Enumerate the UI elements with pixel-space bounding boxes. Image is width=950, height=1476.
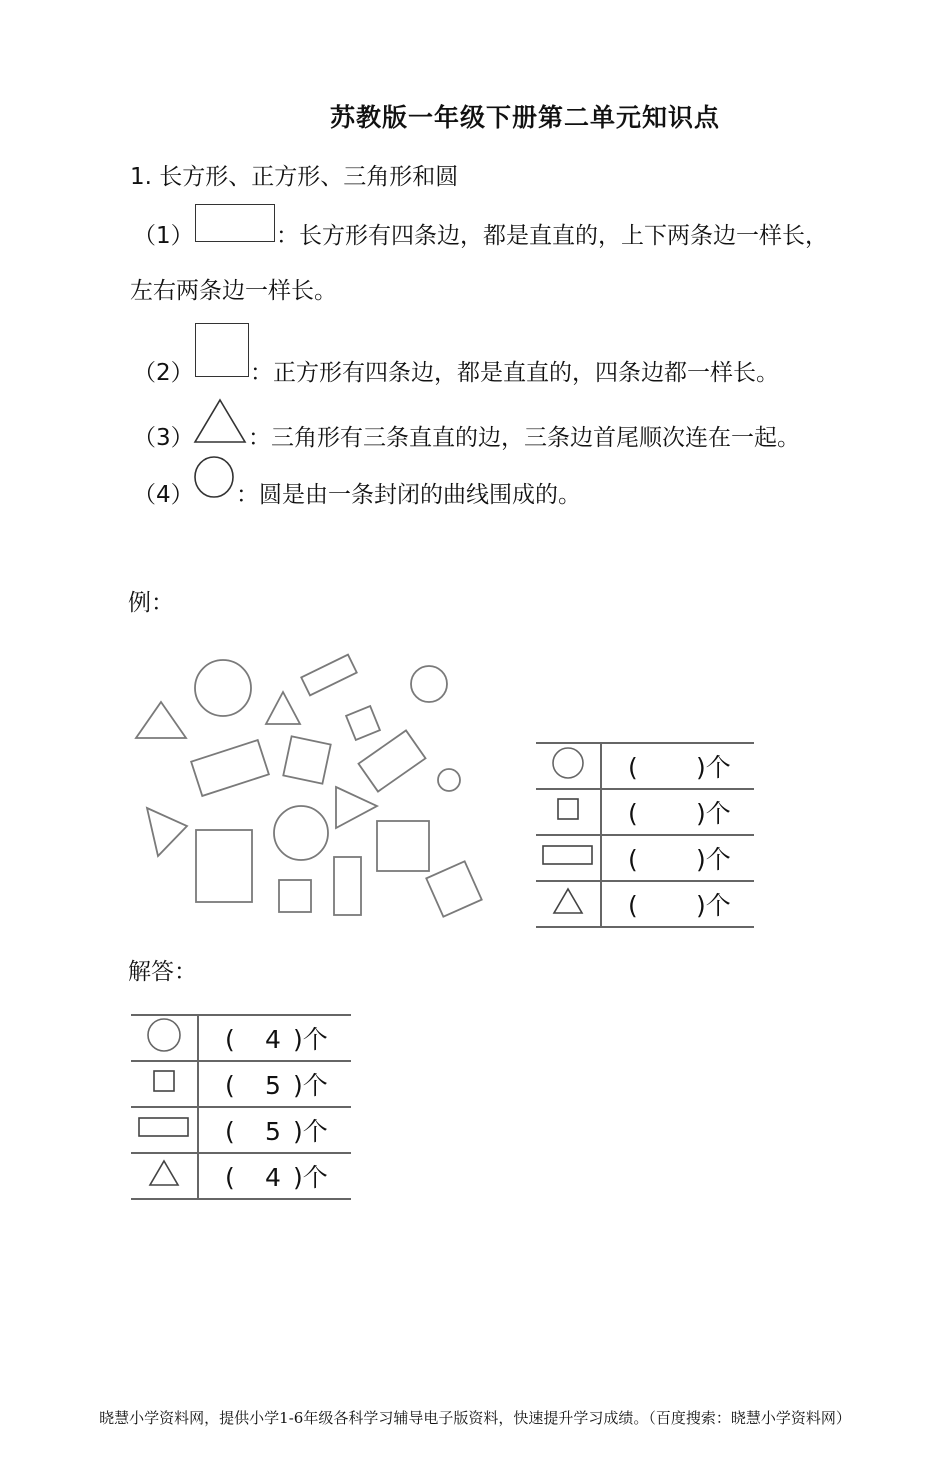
- shapes-figure: [125, 640, 505, 940]
- section-heading: 1. 长方形、正方形、三角形和圆: [130, 164, 459, 190]
- footer-note: 晓慧小学资料网，提供小学1-6年级各科学习辅导电子版资料，快速提升学习成绩。（百度搜索：晓慧小学资料网）: [99, 1409, 851, 1427]
- answer-cell: ( 5 )个: [198, 1061, 351, 1107]
- rectangle-icon: [541, 843, 595, 867]
- table-row: [536, 743, 754, 789]
- example-label: 例：: [128, 590, 174, 616]
- item-number-1: （1）: [133, 223, 194, 249]
- table-icon-cell: [536, 789, 601, 835]
- rectangle-shape: [334, 857, 361, 915]
- rectangle-shape: [358, 730, 425, 791]
- square-shape: [377, 821, 429, 871]
- answer-cell: ( 4 )个: [198, 1153, 351, 1199]
- answer-label: 解答：: [128, 959, 197, 985]
- circle-shape: [438, 769, 460, 791]
- table-icon-cell: [131, 1061, 198, 1107]
- triangle-shape: [136, 702, 186, 738]
- circle-icon: [146, 1017, 182, 1053]
- triangle-icon: [147, 1158, 181, 1188]
- square-icon: [151, 1068, 177, 1094]
- table-row: [536, 835, 754, 881]
- item-number-3: （3）: [133, 425, 194, 451]
- table-icon-cell: [536, 881, 601, 927]
- table-icon-cell: [536, 743, 601, 789]
- answer-count-table: [131, 1014, 351, 1200]
- square-shape: [346, 706, 380, 740]
- item-text-1-continued: 左右两条边一样长。: [130, 278, 337, 304]
- rectangle-icon: [137, 1115, 191, 1139]
- square-shape: [279, 880, 311, 912]
- circle-shape: [274, 806, 328, 860]
- square-shape: [283, 736, 330, 783]
- answer-cell: ( 5 )个: [198, 1107, 351, 1153]
- table-icon-cell: [131, 1015, 198, 1061]
- table-row: [536, 789, 754, 835]
- circle-icon: [193, 455, 237, 501]
- answer-cell: ( 4 )个: [198, 1015, 351, 1061]
- example-count-table: [536, 742, 754, 928]
- square-shape: [426, 861, 481, 916]
- count-cell[interactable]: ( )个: [601, 881, 754, 927]
- table-row: [131, 1153, 351, 1199]
- page-title: 苏教版一年级下册第二单元知识点: [329, 103, 720, 132]
- table-icon-cell: [536, 835, 601, 881]
- triangle-shape: [336, 787, 377, 828]
- rectangle-shape: [301, 655, 357, 696]
- triangle-icon: [551, 886, 585, 916]
- triangle-shape: [266, 692, 300, 724]
- table-icon-cell: [131, 1153, 198, 1199]
- count-cell[interactable]: ( )个: [601, 743, 754, 789]
- rectangle-icon: [195, 204, 275, 242]
- square-icon: [195, 323, 249, 377]
- square-icon: [555, 796, 581, 822]
- item-number-2: （2）: [133, 360, 194, 386]
- triangle-icon: [193, 398, 247, 444]
- table-row: [536, 881, 754, 927]
- item-number-4: （4）: [133, 482, 194, 508]
- table-row: [131, 1061, 351, 1107]
- item-text-4: ：圆是由一条封闭的曲线围成的。: [236, 482, 581, 508]
- count-cell[interactable]: ( )个: [601, 789, 754, 835]
- item-text-3: ：三角形有三条直直的边，三条边首尾顺次连在一起。: [248, 425, 800, 451]
- rectangle-shape: [196, 830, 252, 902]
- table-row: [131, 1015, 351, 1061]
- rectangle-shape: [191, 740, 269, 796]
- table-row: [131, 1107, 351, 1153]
- triangle-shape: [147, 808, 187, 856]
- table-icon-cell: [131, 1107, 198, 1153]
- count-cell[interactable]: ( )个: [601, 835, 754, 881]
- item-text-1: ：长方形有四条边，都是直直的，上下两条边一样长，: [276, 223, 828, 249]
- circle-shape: [195, 660, 251, 716]
- circle-shape: [411, 666, 447, 702]
- item-text-2: ：正方形有四条边，都是直直的，四条边都一样长。: [250, 360, 779, 386]
- circle-icon: [551, 746, 585, 780]
